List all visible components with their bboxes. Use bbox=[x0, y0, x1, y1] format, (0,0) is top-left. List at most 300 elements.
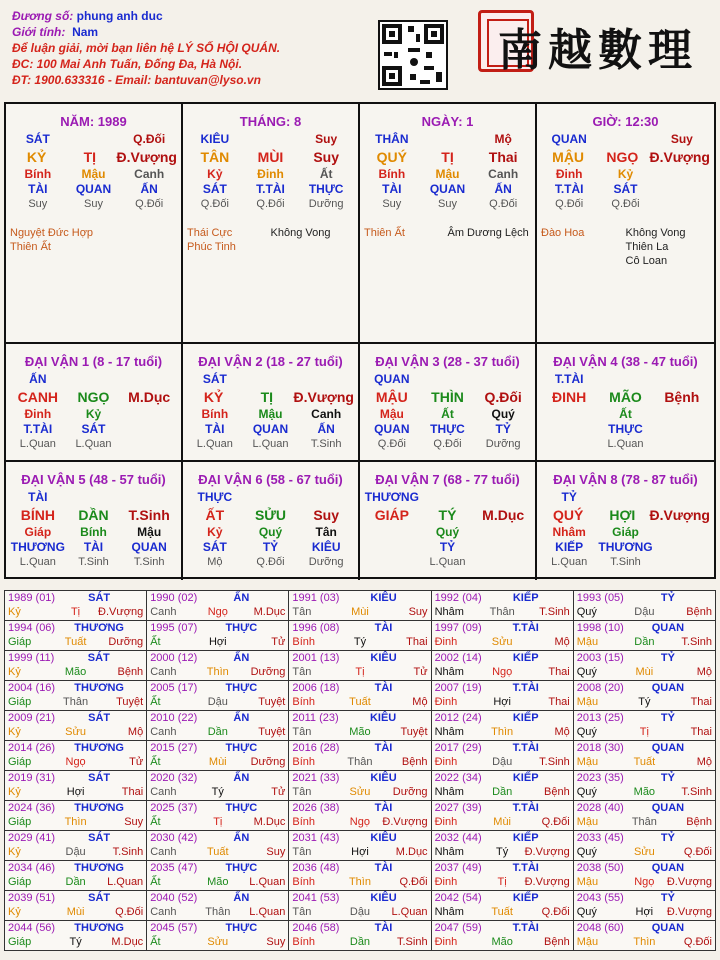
annual-cell bbox=[289, 591, 431, 621]
annual-year: 2002 (14) bbox=[434, 652, 482, 664]
pillar-notes bbox=[10, 226, 177, 254]
annual-cell-bottom bbox=[435, 665, 570, 679]
dai-van-main-row-cell: NGỌ bbox=[77, 389, 110, 405]
annual-year: 2004 (16) bbox=[8, 682, 56, 694]
annual-cell-top bbox=[150, 741, 285, 755]
annual-row bbox=[5, 831, 716, 861]
dai-van-hidden-row-cell bbox=[654, 525, 710, 540]
annual-branch: Tý bbox=[638, 696, 651, 708]
annual-cell bbox=[289, 831, 431, 861]
annual-year: 2005 (17) bbox=[150, 682, 198, 694]
pillar-main-row-cell: TỊ bbox=[83, 149, 97, 165]
pillar-hidden-row-cell: Ất bbox=[319, 167, 333, 181]
dai-van-hidden-row-cell bbox=[475, 525, 531, 540]
pillar-main-row-cell: KỶ bbox=[26, 149, 47, 165]
header-info bbox=[12, 8, 372, 88]
annual-stem: Quý bbox=[576, 666, 597, 678]
annual-cell-top bbox=[292, 651, 427, 665]
dai-van-main-row-cell: MẬU bbox=[375, 389, 408, 405]
annual-year: 2045 (57) bbox=[150, 922, 198, 934]
annual-branch: Dần bbox=[634, 636, 655, 648]
dai-van-top-row-cell bbox=[654, 372, 710, 387]
annual-year: 2022 (34) bbox=[434, 772, 482, 784]
dai-van-god-row bbox=[187, 540, 354, 555]
pillar-notes-left: Nguyệt Đức Hợp Thiên Ất bbox=[10, 227, 94, 253]
pillar-state-row-cell: Suy bbox=[84, 198, 103, 210]
annual-cell-bottom bbox=[8, 695, 143, 709]
annual-god: THỰC bbox=[225, 922, 258, 934]
annual-cell-bottom bbox=[435, 875, 570, 889]
annual-cell-top bbox=[150, 651, 285, 665]
annual-state: Thai bbox=[548, 666, 570, 678]
annual-god: KIÊU bbox=[369, 712, 397, 724]
annual-god: T.TÀI bbox=[512, 922, 539, 934]
pillar-main-row-cell: TÂN bbox=[200, 149, 230, 165]
annual-stem: Mậu bbox=[576, 936, 599, 948]
pillar-main-row-cell: TỊ bbox=[441, 149, 454, 165]
annual-cell-top bbox=[150, 831, 285, 845]
dai-van-main-row-cell: M.Dục bbox=[128, 389, 171, 405]
annual-row bbox=[5, 681, 716, 711]
annual-cell-bottom bbox=[150, 875, 285, 889]
annual-year: 2016 (28) bbox=[292, 742, 340, 754]
pillar-god-row-cell: QUAN bbox=[75, 182, 112, 196]
duong-so-value: phung anh duc bbox=[76, 9, 163, 23]
annual-cell-bottom bbox=[435, 905, 570, 919]
annual-cell-top bbox=[150, 681, 285, 695]
annual-branch: Sửu bbox=[491, 636, 513, 648]
annual-cell bbox=[147, 741, 289, 771]
dai-van-state-row-cell bbox=[364, 555, 420, 570]
annual-state: Thai bbox=[690, 696, 712, 708]
annual-year: 2003 (15) bbox=[576, 652, 624, 664]
annual-cell-top bbox=[577, 621, 712, 635]
annual-cell-top bbox=[8, 621, 143, 635]
dai-van-top-row-cell bbox=[121, 490, 177, 505]
annual-god: THỰC bbox=[225, 742, 258, 754]
pillar-god-row-cell: SÁT bbox=[613, 182, 638, 196]
annual-state: Bệnh bbox=[117, 666, 144, 678]
annual-cell-bottom bbox=[435, 935, 570, 949]
annual-state: M.Dục bbox=[253, 816, 286, 828]
annual-god: THỰC bbox=[225, 862, 258, 874]
annual-state: T.Sinh bbox=[112, 846, 144, 858]
annual-year: 2035 (47) bbox=[150, 862, 198, 874]
annual-state: Mộ bbox=[696, 666, 712, 678]
annual-row bbox=[5, 771, 716, 801]
annual-state: L.Quan bbox=[249, 906, 286, 918]
annual-cell-top bbox=[8, 681, 143, 695]
annual-cell-top bbox=[8, 861, 143, 875]
annual-god: KIẾP bbox=[512, 892, 539, 904]
dai-van-hidden-row bbox=[364, 407, 531, 422]
pillar-main-row bbox=[187, 147, 354, 167]
dai-van-god-row bbox=[10, 540, 177, 555]
pillar-main-row-cell: MẬU bbox=[552, 149, 585, 165]
dai-van-hidden-row-cell bbox=[654, 407, 710, 422]
dai-van-hidden-row bbox=[364, 525, 531, 540]
annual-year: 2023 (35) bbox=[576, 772, 624, 784]
dai-van-top-row-cell: ẤN bbox=[29, 372, 47, 386]
annual-stem: Tân bbox=[292, 606, 312, 618]
pillar-main-row-cell: MÙI bbox=[257, 149, 284, 165]
annual-god: KIẾP bbox=[512, 592, 539, 604]
annual-cell-top bbox=[292, 831, 427, 845]
annual-cell-top bbox=[577, 651, 712, 665]
annual-cell bbox=[431, 771, 573, 801]
annual-year: 1989 (01) bbox=[8, 592, 56, 604]
dai-van-state-row-cell: L.Quan bbox=[75, 438, 112, 450]
annual-god: QUAN bbox=[651, 682, 685, 694]
dai-van-top-row bbox=[541, 372, 710, 387]
pillar-main-row bbox=[364, 147, 531, 167]
dai-van-state-row-cell: T.Sinh bbox=[610, 556, 641, 568]
annual-stem: Nhâm bbox=[434, 606, 464, 618]
annual-cell bbox=[573, 771, 715, 801]
annual-year: 2015 (27) bbox=[150, 742, 198, 754]
annual-cell-bottom bbox=[150, 725, 285, 739]
annual-year: 2017 (29) bbox=[434, 742, 482, 754]
annual-year: 2043 (55) bbox=[576, 892, 624, 904]
pillar-hidden-row-cell: Bính bbox=[378, 167, 406, 181]
annual-god: THƯƠNG bbox=[74, 802, 124, 814]
dai-van-top-row-cell bbox=[420, 372, 476, 387]
annual-cell-top bbox=[292, 801, 427, 815]
annual-god: QUAN bbox=[651, 922, 685, 934]
annual-cell-top bbox=[8, 801, 143, 815]
pillar-top-row-cell: QUAN bbox=[551, 132, 587, 146]
annual-cell-top bbox=[150, 801, 285, 815]
annual-cell-bottom bbox=[292, 875, 427, 889]
annual-cell-top bbox=[577, 831, 712, 845]
annual-branch: Mão bbox=[491, 936, 513, 948]
annual-god: KIẾP bbox=[512, 712, 539, 724]
annual-year: 2019 (31) bbox=[8, 772, 56, 784]
pillar-god-row-cell: TÀI bbox=[382, 182, 402, 196]
annual-cell-top bbox=[8, 591, 143, 605]
dai-van-main-row-cell: M.Dục bbox=[482, 507, 525, 523]
annual-cell-bottom bbox=[435, 695, 570, 709]
pillar-state-row-cell: Q.Đối bbox=[135, 198, 164, 210]
annual-god: TỶ bbox=[660, 772, 675, 784]
annual-year: 2042 (54) bbox=[434, 892, 482, 904]
annual-branch: Tị bbox=[355, 666, 365, 678]
annual-cell-bottom bbox=[292, 845, 427, 859]
annual-branch: Hợi bbox=[66, 786, 85, 798]
pillar-top-row-cell bbox=[597, 132, 653, 147]
annual-state: Tuyệt bbox=[258, 696, 286, 708]
dai-van-top-row-cell: TÀI bbox=[28, 490, 48, 504]
duong-so-line: Đương số: phung anh duc bbox=[12, 9, 163, 23]
annual-cell-bottom bbox=[577, 785, 712, 799]
annual-stem: Ất bbox=[150, 816, 161, 828]
dai-van-state-row-cell: L.Quan bbox=[196, 438, 233, 450]
dai-van-main-row-cell: Đ.Vượng bbox=[293, 389, 354, 405]
annual-cell-bottom bbox=[292, 935, 427, 949]
annual-god: KIÊU bbox=[370, 832, 397, 844]
annual-cell bbox=[573, 801, 715, 831]
annual-state: Tử bbox=[413, 666, 428, 678]
annual-cell bbox=[147, 891, 289, 921]
annual-stem: Kỷ bbox=[8, 606, 21, 618]
annual-stem: Bính bbox=[292, 816, 316, 828]
annual-god: TÀI bbox=[374, 802, 393, 814]
dai-van-state-row-cell bbox=[121, 437, 177, 452]
annual-year: 1995 (07) bbox=[150, 622, 198, 634]
annual-branch: Thìn bbox=[206, 666, 229, 678]
annual-state: Tử bbox=[129, 756, 144, 768]
annual-state: Q.Đối bbox=[683, 846, 712, 858]
annual-branch: Mão bbox=[633, 786, 656, 798]
annual-cell bbox=[289, 891, 431, 921]
annual-god: TỶ bbox=[660, 592, 675, 604]
dai-van-title: ĐẠI VẬN 5 (48 - 57 tuổi) bbox=[21, 472, 166, 487]
dai-van-god-row-cell bbox=[121, 422, 177, 437]
brand-title: 南越數理 bbox=[498, 25, 698, 76]
annual-year: 2014 (26) bbox=[8, 742, 56, 754]
dai-van-top-row bbox=[10, 490, 177, 505]
dai-van-main-row-cell: THÌN bbox=[431, 389, 464, 405]
annual-branch: Tuất bbox=[349, 696, 371, 708]
dai-van-top-row bbox=[364, 490, 531, 505]
annual-branch: Tý bbox=[69, 936, 82, 948]
annual-branch: Thân bbox=[347, 756, 373, 768]
annual-year: 2030 (42) bbox=[150, 832, 198, 844]
annual-cell-top bbox=[150, 921, 285, 935]
dai-van-title: ĐẠI VẬN 8 (78 - 87 tuổi) bbox=[553, 472, 698, 487]
annual-state: Đ.Vượng bbox=[666, 876, 712, 888]
pillar-god-row-cell: TÀI bbox=[28, 182, 48, 196]
annual-stem: Giáp bbox=[8, 936, 32, 948]
annual-stem: Đinh bbox=[434, 696, 458, 708]
annual-stem: Canh bbox=[150, 786, 177, 798]
annual-year: 2009 (21) bbox=[8, 712, 56, 724]
annual-cell bbox=[147, 861, 289, 891]
annual-year: 2013 (25) bbox=[576, 712, 624, 724]
annual-stem: Đinh bbox=[434, 756, 458, 768]
dai-van-main-row bbox=[187, 505, 354, 525]
annual-cell bbox=[431, 741, 573, 771]
dai-van-state-row-cell: Q.Đối bbox=[377, 438, 406, 450]
dai-van-god-row-cell: THỰC bbox=[608, 422, 643, 436]
annual-stem: Nhâm bbox=[434, 786, 464, 798]
pillar-god-row bbox=[541, 182, 710, 197]
annual-stem: Đinh bbox=[434, 876, 458, 888]
dai-van-top-row-cell: QUAN bbox=[374, 372, 410, 386]
pillar-god-row-cell: T.TÀI bbox=[256, 182, 285, 196]
annual-state: T.Sinh bbox=[681, 636, 712, 648]
dai-van-god-row-cell bbox=[364, 540, 420, 555]
annual-branch: Thìn bbox=[491, 726, 514, 738]
dai-van-hidden-row-cell: Giáp bbox=[612, 525, 639, 539]
dai-van-main-row-cell: Suy bbox=[313, 507, 339, 523]
annual-cell-bottom bbox=[8, 815, 143, 829]
pillar-top-row-cell: Suy bbox=[315, 132, 338, 146]
annual-stem: Bính bbox=[292, 876, 316, 888]
annual-cell bbox=[431, 861, 573, 891]
annual-state: Q.Đối bbox=[541, 906, 570, 918]
annual-cell-top bbox=[8, 711, 143, 725]
annual-cell bbox=[431, 621, 573, 651]
pillar-main-row-cell: Suy bbox=[313, 149, 339, 165]
annual-stem: Đinh bbox=[434, 936, 458, 948]
annual-branch: Dần bbox=[65, 876, 86, 888]
dai-van-top-row-cell: TỶ bbox=[561, 490, 577, 504]
dai-van-god-row-cell: KIẾP bbox=[555, 540, 584, 554]
dai-van-hidden-row bbox=[541, 407, 710, 422]
annual-state: Dưỡng bbox=[250, 666, 286, 678]
dai-van-top-row-cell bbox=[420, 490, 476, 505]
annual-cell-top bbox=[150, 621, 285, 635]
annual-branch: Ngọ bbox=[634, 876, 655, 888]
dai-van-god-row-cell: SÁT bbox=[202, 540, 227, 554]
dai-van-state-row-cell: T.Sinh bbox=[310, 438, 342, 450]
pillar-god-row-cell: ẤN bbox=[494, 182, 512, 196]
pillar-hidden-row bbox=[187, 167, 354, 182]
pillar-state-row-cell bbox=[654, 197, 710, 212]
annual-year: 2011 (23) bbox=[292, 712, 339, 724]
annual-branch: Ngọ bbox=[65, 756, 86, 768]
pillar-cell bbox=[183, 104, 360, 344]
annual-cell-bottom bbox=[150, 635, 285, 649]
annual-cell-top bbox=[577, 591, 712, 605]
pillar-top-row bbox=[10, 132, 177, 147]
dai-van-top-row bbox=[364, 372, 531, 387]
annual-year: 2044 (56) bbox=[8, 922, 56, 934]
annual-cell bbox=[147, 591, 289, 621]
annual-cell-bottom bbox=[435, 635, 570, 649]
annual-cell-top bbox=[435, 651, 570, 665]
dai-van-god-row bbox=[364, 422, 531, 437]
dai-van-main-row-cell: T.Sinh bbox=[128, 507, 170, 523]
annual-cell bbox=[5, 861, 147, 891]
pillar-god-row-cell bbox=[654, 182, 710, 197]
annual-state: Thai bbox=[406, 636, 428, 648]
dai-van-god-row-cell: QUAN bbox=[374, 422, 410, 436]
dai-van-state-row-cell: L.Quan bbox=[607, 438, 644, 450]
annual-cell-bottom bbox=[150, 605, 285, 619]
contact-line-1: Để luận giải, mời bạn liên hệ LÝ SỐ HỘI QUÁN. bbox=[12, 41, 281, 55]
annual-god: KIÊU bbox=[370, 892, 397, 904]
annual-cell-bottom bbox=[8, 755, 143, 769]
annual-god: THỰC bbox=[225, 622, 258, 634]
annual-cell-top bbox=[435, 741, 570, 755]
pillar-main-row bbox=[541, 147, 710, 167]
dai-van-hidden-row-cell: Mậu bbox=[258, 407, 283, 421]
annual-cell-top bbox=[292, 921, 427, 935]
pillar-main-row bbox=[10, 147, 177, 167]
annual-branch: Thân bbox=[63, 696, 89, 708]
annual-branch: Tý bbox=[211, 786, 224, 798]
dai-van-main-row bbox=[364, 387, 531, 407]
annual-year: 2025 (37) bbox=[150, 802, 198, 814]
annual-god: QUAN bbox=[651, 622, 685, 634]
annual-cell-top bbox=[577, 801, 712, 815]
dai-van-cell bbox=[183, 344, 360, 462]
annual-cell-top bbox=[577, 741, 712, 755]
dai-van-state-row-cell bbox=[654, 437, 710, 452]
annual-stem: Đinh bbox=[434, 816, 458, 828]
pillar-title: NGÀY: 1 bbox=[421, 114, 474, 129]
pillar-hidden-row bbox=[364, 167, 531, 182]
annual-cell-bottom bbox=[435, 845, 570, 859]
annual-cell-top bbox=[292, 591, 427, 605]
annual-god: KIÊU bbox=[370, 772, 397, 784]
dai-van-god-row-cell: KIÊU bbox=[311, 540, 341, 554]
annual-state: Thai bbox=[690, 726, 712, 738]
annual-state: T.Sinh bbox=[539, 606, 570, 618]
annual-god: KIÊU bbox=[370, 652, 397, 664]
annual-branch: Dậu bbox=[65, 846, 86, 858]
pillar-god-row bbox=[187, 182, 354, 197]
annual-year: 2018 (30) bbox=[576, 742, 624, 754]
dai-van-state-row-cell: T.Sinh bbox=[78, 556, 109, 568]
dai-van-state-row-cell: Dưỡng bbox=[308, 556, 344, 568]
annual-cell-bottom bbox=[435, 815, 570, 829]
dai-van-state-row bbox=[10, 555, 177, 570]
annual-cell-top bbox=[577, 861, 712, 875]
annual-stem: Ất bbox=[150, 876, 161, 888]
annual-year: 2027 (39) bbox=[434, 802, 482, 814]
dai-van-state-row bbox=[187, 555, 354, 570]
annual-cell bbox=[431, 921, 573, 951]
annual-state: Đ.Vượng bbox=[666, 906, 712, 918]
annual-state: Suy bbox=[266, 936, 286, 948]
annual-row bbox=[5, 801, 716, 831]
pillar-notes-right bbox=[94, 226, 178, 254]
pillar-hidden-row bbox=[541, 167, 710, 182]
dai-van-top-row-cell bbox=[597, 490, 653, 505]
annual-stem: Tân bbox=[292, 666, 312, 678]
annual-god: ẤN bbox=[233, 652, 250, 664]
dai-van-cell bbox=[183, 462, 360, 580]
pillar-top-row-cell: Mộ bbox=[494, 132, 512, 146]
dai-van-top-row-cell: THƯƠNG bbox=[364, 490, 419, 504]
annual-state: Đ.Vượng bbox=[382, 816, 428, 828]
dai-van-state-row-cell bbox=[475, 555, 531, 570]
dai-van-god-row bbox=[541, 540, 710, 555]
annual-stem: Mậu bbox=[576, 696, 599, 708]
annual-state: Tử bbox=[271, 786, 286, 798]
dai-van-state-row-cell bbox=[654, 555, 710, 570]
annual-branch: Ngọ bbox=[207, 606, 228, 618]
annual-cell bbox=[573, 621, 715, 651]
dai-van-state-row-cell bbox=[541, 437, 597, 452]
pillar-state-row bbox=[364, 197, 531, 212]
annual-branch: Mùi bbox=[493, 816, 512, 828]
annual-god: T.TÀI bbox=[512, 682, 539, 694]
qr-code-icon bbox=[378, 20, 448, 90]
annual-branch: Tuất bbox=[491, 906, 513, 918]
annual-year: 2029 (41) bbox=[8, 832, 56, 844]
annual-state: Đ.Vượng bbox=[98, 606, 144, 618]
annual-cell-bottom bbox=[150, 755, 285, 769]
dai-van-god-row-cell: TỶ bbox=[262, 540, 279, 554]
annual-state: Tuyệt bbox=[116, 696, 144, 708]
annual-cell-bottom bbox=[150, 815, 285, 829]
annual-row bbox=[5, 921, 716, 951]
dai-van-main-row bbox=[541, 505, 710, 525]
annual-cell-top bbox=[435, 921, 570, 935]
annual-cell-top bbox=[150, 861, 285, 875]
dai-van-state-row-cell: T.Sinh bbox=[133, 556, 165, 568]
annual-stem: Tân bbox=[292, 786, 312, 798]
dai-van-state-row-cell: Mộ bbox=[207, 556, 223, 568]
pillar-state-row-cell: Q.Đối bbox=[489, 198, 518, 210]
dai-van-hidden-row bbox=[187, 525, 354, 540]
annual-row bbox=[5, 891, 716, 921]
annual-god: TỶ bbox=[660, 712, 675, 724]
